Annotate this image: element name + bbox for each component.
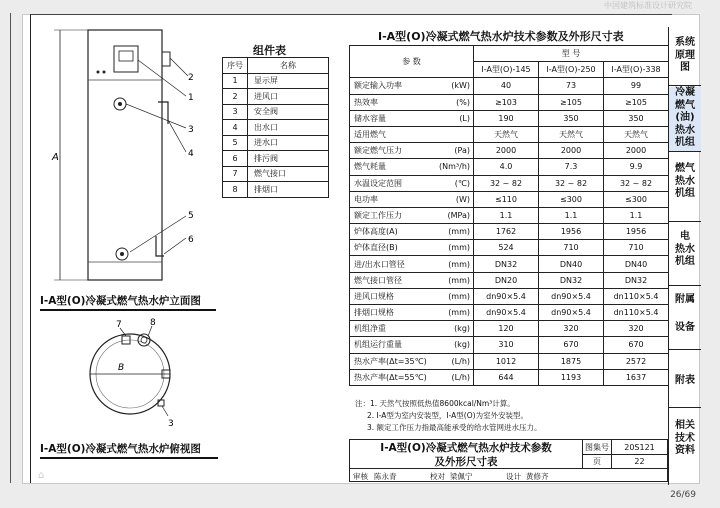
note-line: 3. 额定工作压力指最高能承受的给水管网进水压力。 [367, 423, 542, 432]
table-cell: 燃气接口 [248, 166, 329, 182]
table-row [223, 120, 329, 136]
note-line: 注：1. 天然气按照低热值8600kcal/Nm³计算。 [355, 399, 515, 408]
tab-label: 原理 [675, 49, 695, 61]
tab-label: 冷凝 [675, 87, 695, 98]
table-cell: 1 [223, 73, 248, 89]
table-header-cell: 序号 [223, 58, 248, 74]
table-cell: 排烟口 [248, 182, 329, 198]
watermark-logo: ⌂ [38, 470, 45, 481]
role-label: 设计 [506, 472, 521, 481]
param-unit-cell: (kW) [434, 78, 474, 94]
viewer-header-text: 中国建筑标准设计研究院 [604, 1, 692, 10]
param-value-cell: 天然气 [539, 126, 604, 142]
param-value-cell: 1637 [604, 369, 669, 385]
table-row [223, 73, 329, 89]
table-cell: 排污阀 [248, 151, 329, 167]
title-line: I-A型(O)冷凝式燃气热水炉技术参数 [380, 442, 552, 454]
param-value-cell: 710 [604, 240, 669, 256]
param-name-cell: 热水产率(Δt=35℃) [350, 353, 434, 369]
param-value-cell: 710 [539, 240, 604, 256]
table-row [350, 305, 669, 321]
table-row [223, 135, 329, 151]
dim-a-label: A [52, 152, 59, 163]
param-value-cell: 320 [604, 321, 669, 337]
param-value-cell: 320 [539, 321, 604, 337]
param-unit-cell: (W) [434, 191, 474, 207]
tab-divider [669, 85, 701, 86]
param-name-cell: 水温设定范围 [350, 175, 434, 191]
param-unit-cell: (%) [434, 94, 474, 110]
param-unit-cell: (mm) [434, 272, 474, 288]
callout-number: 7 [116, 320, 122, 330]
role-label: 审核 [353, 472, 368, 481]
tab-label: 机组 [675, 188, 695, 199]
param-value-cell: dn110×5.4 [604, 288, 669, 304]
param-value-cell: 32 ~ 82 [604, 175, 669, 191]
callout-number: 5 [188, 211, 194, 221]
param-value-cell: 73 [539, 78, 604, 94]
param-unit-cell: (kg) [434, 321, 474, 337]
tab-electric-heater[interactable] [669, 231, 701, 277]
tab-label: 电 [680, 231, 690, 242]
title-block-title [349, 439, 583, 469]
param-value-cell: 2572 [604, 353, 669, 369]
front-view-caption: I-A型(O)冷凝式燃气热水炉立面图 [40, 295, 201, 307]
spec-table-title: I-A型(O)冷凝式燃气热水炉技术参数及外形尺寸表 [378, 30, 624, 43]
param-value-cell: 1.1 [474, 207, 539, 223]
model-name-cell: I-A型(O)-338 [604, 62, 669, 78]
param-value-cell: 4.0 [474, 159, 539, 175]
table-row [350, 337, 669, 353]
callout-number: 1 [188, 93, 194, 103]
category-tabs [668, 27, 701, 485]
param-unit-cell: (mm) [434, 288, 474, 304]
tab-label: 技术 [675, 432, 695, 444]
param-value-cell: 350 [604, 110, 669, 126]
param-name-cell: 额定输入功率 [350, 78, 434, 94]
note-line: 2. I-A型为室内安装型，I-A型(O)为室外安装型。 [367, 411, 529, 420]
top-view-caption: I-A型(O)冷凝式燃气热水炉俯视图 [40, 443, 201, 455]
param-value-cell: DN40 [539, 256, 604, 272]
param-unit-cell: (mm) [434, 256, 474, 272]
table-row [223, 151, 329, 167]
callout-number: 6 [188, 235, 194, 245]
page-label: 页 [582, 454, 612, 469]
caption-underline [40, 457, 218, 459]
param-unit-cell: (L/h) [434, 369, 474, 385]
param-name-cell: 热水产率(Δt=55℃) [350, 369, 434, 385]
tab-condensing-gas-heater[interactable] [669, 87, 701, 151]
param-value-cell: dn90×5.4 [474, 288, 539, 304]
param-value-cell: 2000 [539, 143, 604, 159]
table-cell: 6 [223, 151, 248, 167]
param-header-cell: 参 数 [350, 46, 474, 78]
table-cell: 2 [223, 89, 248, 105]
spec-table [349, 45, 669, 386]
table-row [350, 272, 669, 288]
param-unit-cell: (MPa) [434, 207, 474, 223]
page-indicator: 26/69 [670, 490, 696, 500]
param-value-cell: 644 [474, 369, 539, 385]
tab-label: 机组 [675, 137, 695, 148]
tab-gas-heater[interactable] [669, 163, 701, 209]
param-value-cell: dn110×5.4 [604, 305, 669, 321]
param-name-cell: 燃气耗量 [350, 159, 434, 175]
param-value-cell: ≤300 [539, 191, 604, 207]
param-value-cell: DN32 [604, 272, 669, 288]
tab-related-info[interactable] [669, 420, 701, 466]
atlas-label: 图集号 [582, 439, 612, 455]
display-screen-shape [114, 46, 138, 72]
title-line: 及外形尺寸表 [434, 456, 498, 468]
table-row [350, 143, 669, 159]
top-view-drawing [40, 316, 200, 436]
table-cell: 8 [223, 182, 248, 198]
tab-divider [669, 221, 701, 222]
table-cell: 安全阀 [248, 104, 329, 120]
table-row [350, 94, 669, 110]
front-elevation-drawing [40, 24, 210, 294]
callout-number: 8 [150, 318, 156, 328]
param-value-cell: 99 [604, 78, 669, 94]
param-value-cell: 1.1 [539, 207, 604, 223]
param-name-cell: 排烟口规格 [350, 305, 434, 321]
callout-number: 3 [168, 419, 174, 429]
table-row [350, 175, 669, 191]
param-name-cell: 进/出水口管径 [350, 256, 434, 272]
param-value-cell: 2000 [474, 143, 539, 159]
param-name-cell: 机组运行重量 [350, 337, 434, 353]
table-cell: 3 [223, 104, 248, 120]
table-row [350, 288, 669, 304]
param-value-cell: DN32 [474, 256, 539, 272]
param-unit-cell: (mm) [434, 240, 474, 256]
table-cell: 进水口 [248, 135, 329, 151]
param-value-cell: ≥105 [604, 94, 669, 110]
table-row [350, 78, 669, 94]
tab-divider [669, 285, 701, 286]
tab-system-diagram[interactable] [669, 37, 701, 85]
param-value-cell: dn90×5.4 [539, 305, 604, 321]
table-row [223, 166, 329, 182]
param-value-cell: 天然气 [474, 126, 539, 142]
param-name-cell: 热效率 [350, 94, 434, 110]
param-value-cell: 670 [604, 337, 669, 353]
param-unit-cell: (mm) [434, 224, 474, 240]
param-unit-cell: (Pa) [434, 143, 474, 159]
model-name-cell: I-A型(O)-250 [539, 62, 604, 78]
param-unit-cell: (kg) [434, 337, 474, 353]
param-value-cell: ≤300 [604, 191, 669, 207]
param-value-cell: 310 [474, 337, 539, 353]
param-value-cell: ≥103 [474, 94, 539, 110]
tab-appendix[interactable] [669, 375, 701, 389]
param-value-cell: dn90×5.4 [474, 305, 539, 321]
page-value: 22 [611, 454, 668, 469]
table-row [350, 240, 669, 256]
table-cell: 进风口 [248, 89, 329, 105]
model-name-cell: I-A型(O)-145 [474, 62, 539, 78]
components-table-title: 组件表 [253, 44, 286, 57]
param-name-cell: 适用燃气 [350, 126, 434, 142]
tab-label: 燃气 [675, 163, 695, 174]
table-cell: 5 [223, 135, 248, 151]
viewer-header [0, 0, 720, 14]
tab-label: 热水 [675, 243, 695, 255]
tab-label: 设备 [675, 322, 695, 333]
param-name-cell: 机组净重 [350, 321, 434, 337]
tab-label: 系统 [675, 37, 695, 48]
table-row [350, 369, 669, 385]
param-value-cell: dn90×5.4 [539, 288, 604, 304]
param-unit-cell [434, 126, 474, 142]
tab-accessories[interactable] [669, 294, 701, 308]
param-unit-cell: (mm) [434, 305, 474, 321]
person-name: 梁佩宁 [450, 472, 473, 481]
param-value-cell: 40 [474, 78, 539, 94]
table-cell: 出水口 [248, 120, 329, 136]
callout-number: 4 [188, 149, 194, 159]
param-value-cell: 9.9 [604, 159, 669, 175]
param-value-cell: 32 ~ 82 [539, 175, 604, 191]
param-value-cell: 120 [474, 321, 539, 337]
param-value-cell: 1875 [539, 353, 604, 369]
param-value-cell: 1.1 [604, 207, 669, 223]
param-value-cell: 670 [539, 337, 604, 353]
model-header-cell: 型 号 [474, 46, 669, 62]
param-name-cell: 额定工作压力 [350, 207, 434, 223]
param-value-cell: 1193 [539, 369, 604, 385]
table-header-row [350, 46, 669, 62]
param-value-cell: ≥105 [539, 94, 604, 110]
table-row [223, 104, 329, 120]
param-value-cell: DN40 [604, 256, 669, 272]
param-name-cell: 炉体直径(B) [350, 240, 434, 256]
tab-label: 机组 [675, 256, 695, 267]
param-value-cell: 天然气 [604, 126, 669, 142]
person-name: 陈永青 [374, 472, 397, 481]
table-row [350, 159, 669, 175]
callout-number: 3 [188, 125, 194, 135]
param-unit-cell: (L) [434, 110, 474, 126]
table-row [350, 110, 669, 126]
caption-underline [40, 309, 216, 311]
frame-left-line [10, 13, 11, 483]
signature-row [349, 468, 668, 482]
param-value-cell: 524 [474, 240, 539, 256]
param-value-cell: 350 [539, 110, 604, 126]
tab-label: 相关 [675, 420, 695, 431]
notes [355, 398, 542, 434]
param-name-cell: 电功率 [350, 191, 434, 207]
role-label: 校对 [430, 472, 445, 481]
table-row [223, 182, 329, 198]
tab-label: 图 [680, 62, 690, 73]
tab-label: 附表 [675, 375, 695, 386]
person-name: 黄修齐 [526, 472, 549, 481]
param-value-cell: ≤110 [474, 191, 539, 207]
param-value-cell: 1762 [474, 224, 539, 240]
tab-equipment[interactable] [669, 322, 701, 336]
param-name-cell: 进风口规格 [350, 288, 434, 304]
param-value-cell: DN32 [539, 272, 604, 288]
param-unit-cell: (℃) [434, 175, 474, 191]
param-unit-cell: (L/h) [434, 353, 474, 369]
table-row [350, 191, 669, 207]
tab-divider [669, 407, 701, 408]
heater-body-outline [88, 30, 162, 280]
table-row [350, 207, 669, 223]
param-value-cell: DN20 [474, 272, 539, 288]
param-value-cell: 32 ~ 82 [474, 175, 539, 191]
table-row [350, 256, 669, 272]
table-row [350, 321, 669, 337]
param-value-cell: 1956 [604, 224, 669, 240]
table-cell: 4 [223, 120, 248, 136]
tab-label: 附属 [675, 294, 695, 305]
tab-label: 资料 [675, 445, 695, 456]
param-name-cell: 额定燃气压力 [350, 143, 434, 159]
param-value-cell: 2000 [604, 143, 669, 159]
components-table [222, 57, 329, 198]
table-header-cell: 名称 [248, 58, 329, 74]
tab-label: 热水 [675, 124, 695, 136]
table-cell: 显示屏 [248, 73, 329, 89]
param-value-cell: 1012 [474, 353, 539, 369]
table-cell: 7 [223, 166, 248, 182]
param-name-cell: 炉体高度(A) [350, 224, 434, 240]
table-row [350, 224, 669, 240]
tab-divider [669, 349, 701, 350]
title-block [349, 439, 668, 483]
param-unit-cell: (Nm³/h) [434, 159, 474, 175]
callout-number: 2 [188, 73, 194, 83]
atlas-value: 20S121 [611, 439, 668, 455]
param-name-cell: 燃气接口管径 [350, 272, 434, 288]
tab-label: 燃气 [675, 99, 695, 111]
param-value-cell: 1956 [539, 224, 604, 240]
tab-label: (油) [675, 112, 695, 123]
param-value-cell: 7.3 [539, 159, 604, 175]
tab-divider [669, 151, 701, 152]
table-row [223, 89, 329, 105]
table-row [350, 126, 669, 142]
table-header-row [223, 58, 329, 74]
table-row [350, 353, 669, 369]
dim-b-label: B [118, 363, 125, 373]
param-name-cell: 储水容量 [350, 110, 434, 126]
param-value-cell: 190 [474, 110, 539, 126]
tab-label: 热水 [675, 175, 695, 187]
